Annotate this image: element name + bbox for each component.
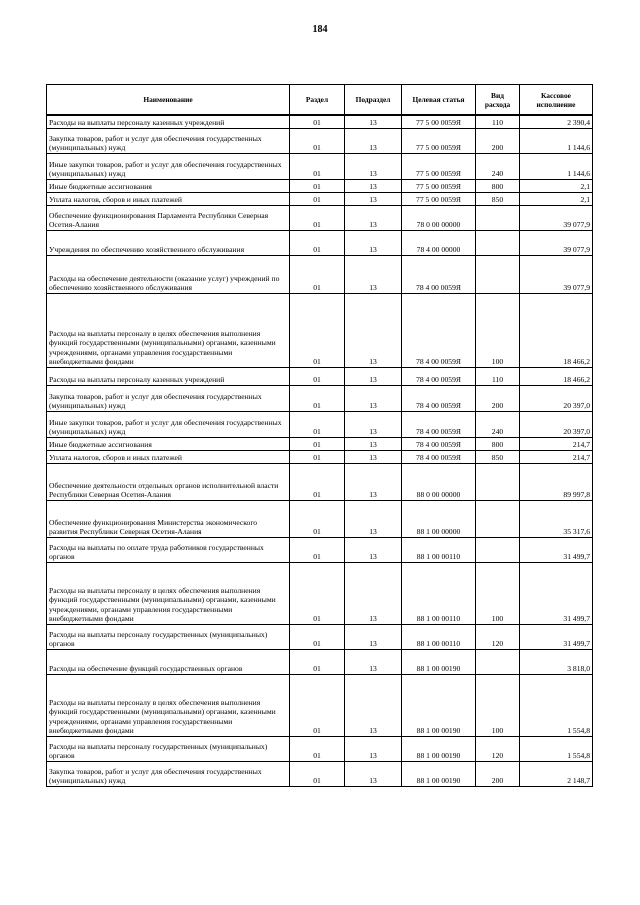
row-section-cell: 01 [290,674,345,736]
row-subsection-cell: 13 [345,674,402,736]
row-section-cell: 01 [290,179,345,192]
table-row [47,192,593,205]
row-expense-type-cell: 120 [476,736,520,761]
row-amount-cell: 214,7 [520,437,593,450]
row-section-cell: 01 [290,562,345,624]
row-section-cell: 01 [290,437,345,450]
row-section-cell: 01 [290,230,345,255]
row-name-cell: Иные закупки товаров, работ и услуг для обеспечения государственных (муниципальных) нужд [47,411,290,437]
row-subsection-cell: 13 [345,761,402,786]
table-row [47,736,593,761]
table-row [47,500,593,537]
table-row [47,153,593,179]
table-row [47,463,593,500]
row-name-cell: Закупка товаров, работ и услуг для обеспечения государственных (муниципальных) нужд [47,128,290,153]
row-subsection-cell: 13 [345,649,402,674]
row-expense-type-cell: 110 [476,367,520,385]
table-row [47,293,593,367]
row-section-cell: 01 [290,736,345,761]
row-name-cell: Иные бюджетные ассигнования [47,179,290,192]
table-row [47,179,593,192]
row-article-cell: 78 4 00 00000 [402,230,476,255]
row-subsection-cell: 13 [345,367,402,385]
header-name: Наименование [47,85,290,116]
row-subsection-cell: 13 [345,255,402,293]
table-header-row [47,85,593,116]
row-article-cell: 77 5 00 0059Я [402,179,476,192]
header-cash-execution: Кассовое исполнение [520,85,593,116]
table-row [47,115,593,128]
row-name-cell: Расходы на обеспечение деятельности (оказание услуг) учреждений по обеспечению хозяйственного обслуживания [47,255,290,293]
header-expense-type: Вид расхода [476,85,520,116]
header-section: Раздел [290,85,345,116]
row-article-cell: 77 5 00 0059Я [402,128,476,153]
row-article-cell: 88 1 00 00110 [402,562,476,624]
row-name-cell: Обеспечение функционирования Министерства экономического развития Республики Северная Осетия-Алания [47,500,290,537]
row-expense-type-cell [476,537,520,562]
row-amount-cell: 39 077,9 [520,205,593,230]
row-amount-cell: 1 554,8 [520,674,593,736]
row-subsection-cell: 13 [345,463,402,500]
row-expense-type-cell [476,255,520,293]
row-expense-type-cell: 800 [476,437,520,450]
row-section-cell: 01 [290,192,345,205]
row-subsection-cell: 13 [345,293,402,367]
row-subsection-cell: 13 [345,153,402,179]
row-expense-type-cell [476,649,520,674]
row-article-cell: 78 4 00 0059Я [402,450,476,463]
row-amount-cell: 2,1 [520,179,593,192]
row-subsection-cell: 13 [345,230,402,255]
row-name-cell: Расходы на выплаты по оплате труда работников государственных органов [47,537,290,562]
row-article-cell: 77 5 00 0059Я [402,192,476,205]
row-amount-cell: 31 499,7 [520,537,593,562]
row-name-cell: Расходы на выплаты персоналу в целях обеспечения выполнения функций государственными (муниципальными) органами, казенными учреждениями, органами управления государственными внебюджетными фондами [47,562,290,624]
row-expense-type-cell: 100 [476,674,520,736]
row-name-cell: Расходы на обеспечение функций государственных органов [47,649,290,674]
row-name-cell: Расходы на выплаты персоналу государственных (муниципальных) органов [47,624,290,649]
table-row [47,255,593,293]
row-subsection-cell: 13 [345,385,402,411]
row-section-cell: 01 [290,624,345,649]
table-body [47,115,593,786]
row-expense-type-cell: 100 [476,293,520,367]
row-section-cell: 01 [290,205,345,230]
row-name-cell: Обеспечение функционирования Парламента Республики Северная Осетия-Алания [47,205,290,230]
row-amount-cell: 2 148,7 [520,761,593,786]
row-name-cell: Учреждения по обеспечению хозяйственного обслуживания [47,230,290,255]
row-article-cell: 88 1 00 00190 [402,761,476,786]
row-section-cell: 01 [290,367,345,385]
row-name-cell: Расходы на выплаты персоналу в целях обеспечения выполнения функций государственными (муниципальными) органами, казенными учреждениями, органами управления государственными внебюджетными фондами [47,674,290,736]
row-expense-type-cell: 850 [476,450,520,463]
row-amount-cell: 3 818,0 [520,649,593,674]
table-row [47,437,593,450]
row-subsection-cell: 13 [345,624,402,649]
row-article-cell: 78 4 00 0059Я [402,437,476,450]
row-article-cell: 88 0 00 00000 [402,463,476,500]
row-amount-cell: 39 077,9 [520,255,593,293]
table-row [47,649,593,674]
row-expense-type-cell [476,500,520,537]
row-name-cell: Расходы на выплаты персоналу казенных учреждений [47,115,290,128]
row-amount-cell: 18 466,2 [520,367,593,385]
row-expense-type-cell [476,205,520,230]
row-section-cell: 01 [290,450,345,463]
row-name-cell: Расходы на выплаты персоналу государственных (муниципальных) органов [47,736,290,761]
row-expense-type-cell: 240 [476,411,520,437]
row-subsection-cell: 13 [345,562,402,624]
row-subsection-cell: 13 [345,115,402,128]
row-subsection-cell: 13 [345,179,402,192]
row-section-cell: 01 [290,537,345,562]
row-subsection-cell: 13 [345,128,402,153]
row-amount-cell: 31 499,7 [520,624,593,649]
row-article-cell: 88 1 00 00190 [402,674,476,736]
row-name-cell: Уплата налогов, сборов и иных платежей [47,450,290,463]
table-row [47,450,593,463]
row-name-cell: Иные закупки товаров, работ и услуг для обеспечения государственных (муниципальных) нужд [47,153,290,179]
row-expense-type-cell: 120 [476,624,520,649]
row-amount-cell: 20 397,0 [520,385,593,411]
row-section-cell: 01 [290,293,345,367]
row-expense-type-cell: 200 [476,128,520,153]
row-expense-type-cell: 800 [476,179,520,192]
table-row [47,761,593,786]
row-amount-cell: 20 397,0 [520,411,593,437]
row-name-cell: Закупка товаров, работ и услуг для обеспечения государственных (муниципальных) нужд [47,761,290,786]
row-name-cell: Расходы на выплаты персоналу в целях обеспечения выполнения функций государственными (муниципальными) органами, казенными учреждениями, органами управления государственными внебюджетными фондами [47,293,290,367]
row-article-cell: 88 1 00 00000 [402,500,476,537]
header-target-article: Целевая статья [402,85,476,116]
header-subsection: Подраздел [345,85,402,116]
table-row [47,385,593,411]
row-article-cell: 88 1 00 00190 [402,736,476,761]
row-article-cell: 88 1 00 00190 [402,649,476,674]
budget-table [46,84,593,787]
row-subsection-cell: 13 [345,736,402,761]
table-row [47,674,593,736]
table-row [47,562,593,624]
row-article-cell: 78 4 00 0059Я [402,255,476,293]
row-name-cell: Расходы на выплаты персоналу казенных учреждений [47,367,290,385]
row-expense-type-cell: 240 [476,153,520,179]
row-subsection-cell: 13 [345,500,402,537]
row-expense-type-cell [476,463,520,500]
table-row [47,230,593,255]
row-subsection-cell: 13 [345,437,402,450]
row-name-cell: Обеспечение деятельности отдельных органов исполнительной власти Республики Северная Осетия-Алания [47,463,290,500]
row-amount-cell: 1 554,8 [520,736,593,761]
row-name-cell: Закупка товаров, работ и услуг для обеспечения государственных (муниципальных) нужд [47,385,290,411]
row-amount-cell: 2,1 [520,192,593,205]
row-article-cell: 88 1 00 00110 [402,537,476,562]
row-article-cell: 78 4 00 0059Я [402,385,476,411]
row-expense-type-cell: 100 [476,562,520,624]
row-amount-cell: 18 466,2 [520,293,593,367]
row-subsection-cell: 13 [345,537,402,562]
row-name-cell: Иные бюджетные ассигнования [47,437,290,450]
row-subsection-cell: 13 [345,192,402,205]
row-expense-type-cell [476,230,520,255]
table-row [47,205,593,230]
page-number: 184 [312,24,328,35]
row-amount-cell: 89 997,8 [520,463,593,500]
row-amount-cell: 2 390,4 [520,115,593,128]
row-section-cell: 01 [290,500,345,537]
row-amount-cell: 39 077,9 [520,230,593,255]
row-article-cell: 78 4 00 0059Я [402,411,476,437]
row-subsection-cell: 13 [345,205,402,230]
row-amount-cell: 35 317,6 [520,500,593,537]
table-row [47,367,593,385]
row-section-cell: 01 [290,463,345,500]
row-section-cell: 01 [290,761,345,786]
row-article-cell: 77 5 00 0059Я [402,115,476,128]
row-subsection-cell: 13 [345,450,402,463]
row-subsection-cell: 13 [345,411,402,437]
row-amount-cell: 1 144,6 [520,128,593,153]
row-section-cell: 01 [290,115,345,128]
row-section-cell: 01 [290,255,345,293]
row-amount-cell: 31 499,7 [520,562,593,624]
row-expense-type-cell: 200 [476,385,520,411]
row-expense-type-cell: 110 [476,115,520,128]
row-expense-type-cell: 850 [476,192,520,205]
table-row [47,411,593,437]
row-article-cell: 78 4 00 0059Я [402,367,476,385]
row-amount-cell: 1 144,6 [520,153,593,179]
row-section-cell: 01 [290,385,345,411]
row-section-cell: 01 [290,128,345,153]
row-article-cell: 78 0 00 00000 [402,205,476,230]
row-section-cell: 01 [290,649,345,674]
table-row [47,537,593,562]
row-section-cell: 01 [290,411,345,437]
row-name-cell: Уплата налогов, сборов и иных платежей [47,192,290,205]
row-amount-cell: 214,7 [520,450,593,463]
row-article-cell: 78 4 00 0059Я [402,293,476,367]
row-expense-type-cell: 200 [476,761,520,786]
row-article-cell: 88 1 00 00110 [402,624,476,649]
row-article-cell: 77 5 00 0059Я [402,153,476,179]
row-section-cell: 01 [290,153,345,179]
table-row [47,624,593,649]
table-row [47,128,593,153]
